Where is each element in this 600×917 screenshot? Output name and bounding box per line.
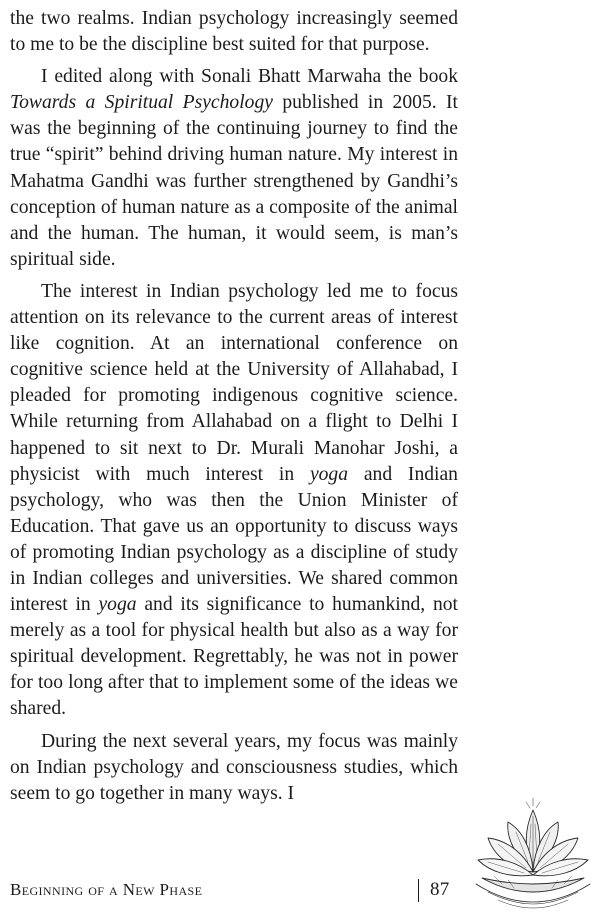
text-run: I edited along with Sonali Bhatt Marwaha the book (41, 66, 458, 88)
page-number: 87 (430, 879, 450, 900)
running-head: Beginning of a New Phase (10, 880, 203, 899)
footer-separator (418, 879, 419, 902)
text-run: published in 2005. It was the beginning of the continuing journey to find the true “spirit” behind driving human nature. My interest in Mahatma Gandhi was further strengthened by Gandhi’s conception of human nature as a composite of the animal and the human. The human, it would seem, is man’s spiritual side. (10, 92, 458, 270)
paragraph (10, 279, 458, 723)
paragraph (10, 729, 458, 807)
text-run: During the next several years, my focus was mainly on Indian psychology and consciousness studies, which seem to go together in many ways. I (10, 730, 458, 804)
paragraph (10, 64, 458, 273)
italic-text: Towards a Spiritual Psychology (10, 92, 273, 114)
text-run: and Indian psychology, who was then the Union Minister of Education. That gave us an opportunity to discuss ways of promoting Indian psychology as a discipline of study in Indian colleges and universities. We shared common interest in (10, 463, 458, 616)
paragraph (10, 6, 458, 58)
italic-text: yoga (98, 594, 137, 616)
text-run: The interest in Indian psychology led me to focus attention on its relevance to the current areas of interest like cognition. At an international conference on cognitive science held at the University of Allahabad, I pleaded for promoting indigenous cognitive science. While returning from Allahabad on a flight to Delhi I happened to sit next to Dr. Murali Manohar Joshi, a physicist with much interest in (10, 280, 458, 485)
italic-text: yoga (309, 463, 349, 485)
text-run: the two realms. Indian psychology increasingly seemed to me to be the discipline best suited for that purpose. (10, 8, 458, 56)
lotus-icon (468, 780, 598, 915)
text-run: and its significance to humankind, not merely as a tool for physical health but also as a way for spiritual development. Regrettably, he was not in power for too long after that to implement some of the ideas we shared. (10, 594, 458, 720)
body-text (10, 6, 458, 813)
page-footer (10, 880, 458, 904)
